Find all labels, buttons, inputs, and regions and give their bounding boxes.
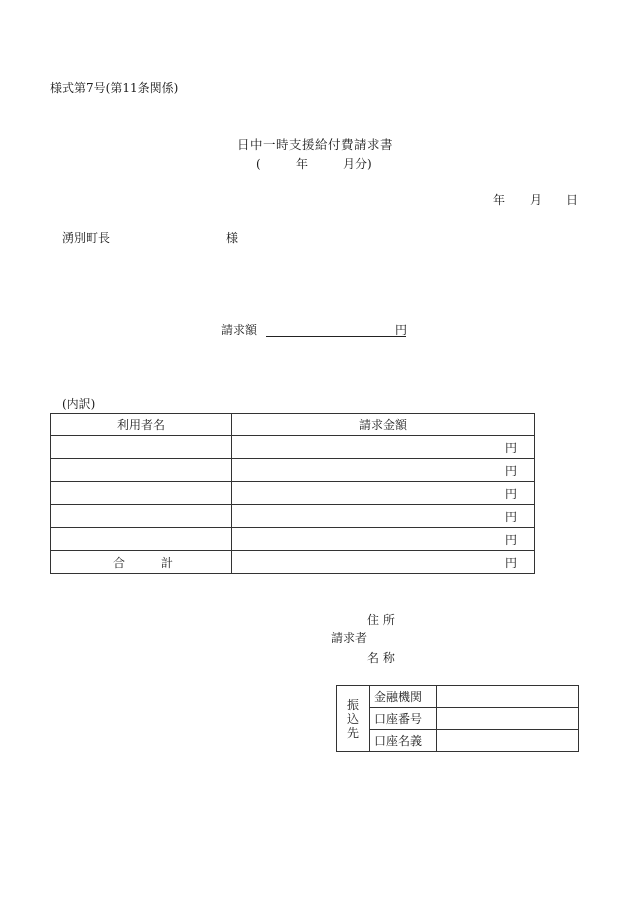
account-number-label: 口座番号 — [370, 708, 437, 730]
period-month-label: 月分) — [343, 157, 372, 171]
form-number: 様式第7号(第11条関係) — [50, 81, 179, 95]
vertical-char: 込 — [346, 711, 359, 726]
amount-cell[interactable]: 円 — [232, 459, 535, 482]
bank-row — [337, 708, 579, 730]
document-title: 日中一時支援給付費請求書 — [236, 137, 393, 152]
claimant-address-label: 住 所 — [367, 613, 395, 627]
bank-row — [337, 686, 579, 708]
amount-cell[interactable]: 円 — [232, 505, 535, 528]
period-year-label: 年 — [296, 157, 309, 171]
total-label-cell — [51, 551, 232, 574]
table-row — [51, 482, 535, 505]
date-month-label: 月 — [530, 193, 543, 207]
user-name-cell[interactable] — [51, 459, 232, 482]
date-day-label: 日 — [566, 193, 579, 207]
amount-cell[interactable]: 円 — [232, 436, 535, 459]
total-amount-cell[interactable]: 円 — [232, 551, 535, 574]
transfer-destination-label — [337, 686, 370, 752]
honorific: 様 — [226, 231, 239, 245]
table-row — [51, 528, 535, 551]
amount-cell[interactable]: 円 — [232, 482, 535, 505]
bank-row — [337, 730, 579, 752]
claim-amount-label: 請求額 — [221, 323, 258, 337]
period-open-paren: ( — [256, 157, 261, 171]
breakdown-header-row — [51, 414, 535, 436]
addressee: 湧別町長 — [62, 231, 111, 245]
user-name-cell[interactable] — [51, 505, 232, 528]
column-header-user-name: 利用者名 — [51, 414, 232, 436]
user-name-cell[interactable] — [51, 482, 232, 505]
total-label-b: 計 — [161, 555, 174, 570]
table-row — [51, 436, 535, 459]
bank-name-label: 金融機関 — [370, 686, 437, 708]
breakdown-label: (内訳) — [62, 397, 96, 411]
total-label-a: 合 — [113, 555, 126, 570]
vertical-char: 振 — [346, 697, 359, 712]
column-header-claim-amount: 請求金額 — [232, 414, 535, 436]
table-row — [51, 459, 535, 482]
account-holder-field[interactable] — [437, 730, 579, 752]
bank-transfer-table — [336, 685, 579, 752]
breakdown-table — [50, 413, 535, 574]
amount-cell[interactable]: 円 — [232, 528, 535, 551]
claim-amount-field[interactable] — [266, 336, 406, 337]
table-row — [51, 505, 535, 528]
claim-amount-unit: 円 — [395, 323, 408, 337]
vertical-char: 先 — [346, 725, 359, 740]
bank-name-field[interactable] — [437, 686, 579, 708]
date-year-label: 年 — [493, 193, 506, 207]
claimant-label: 請求者 — [331, 631, 368, 645]
account-holder-label: 口座名義 — [370, 730, 437, 752]
total-row — [51, 551, 535, 574]
claimant-name-label: 名 称 — [367, 651, 395, 665]
user-name-cell[interactable] — [51, 528, 232, 551]
account-number-field[interactable] — [437, 708, 579, 730]
user-name-cell[interactable] — [51, 436, 232, 459]
